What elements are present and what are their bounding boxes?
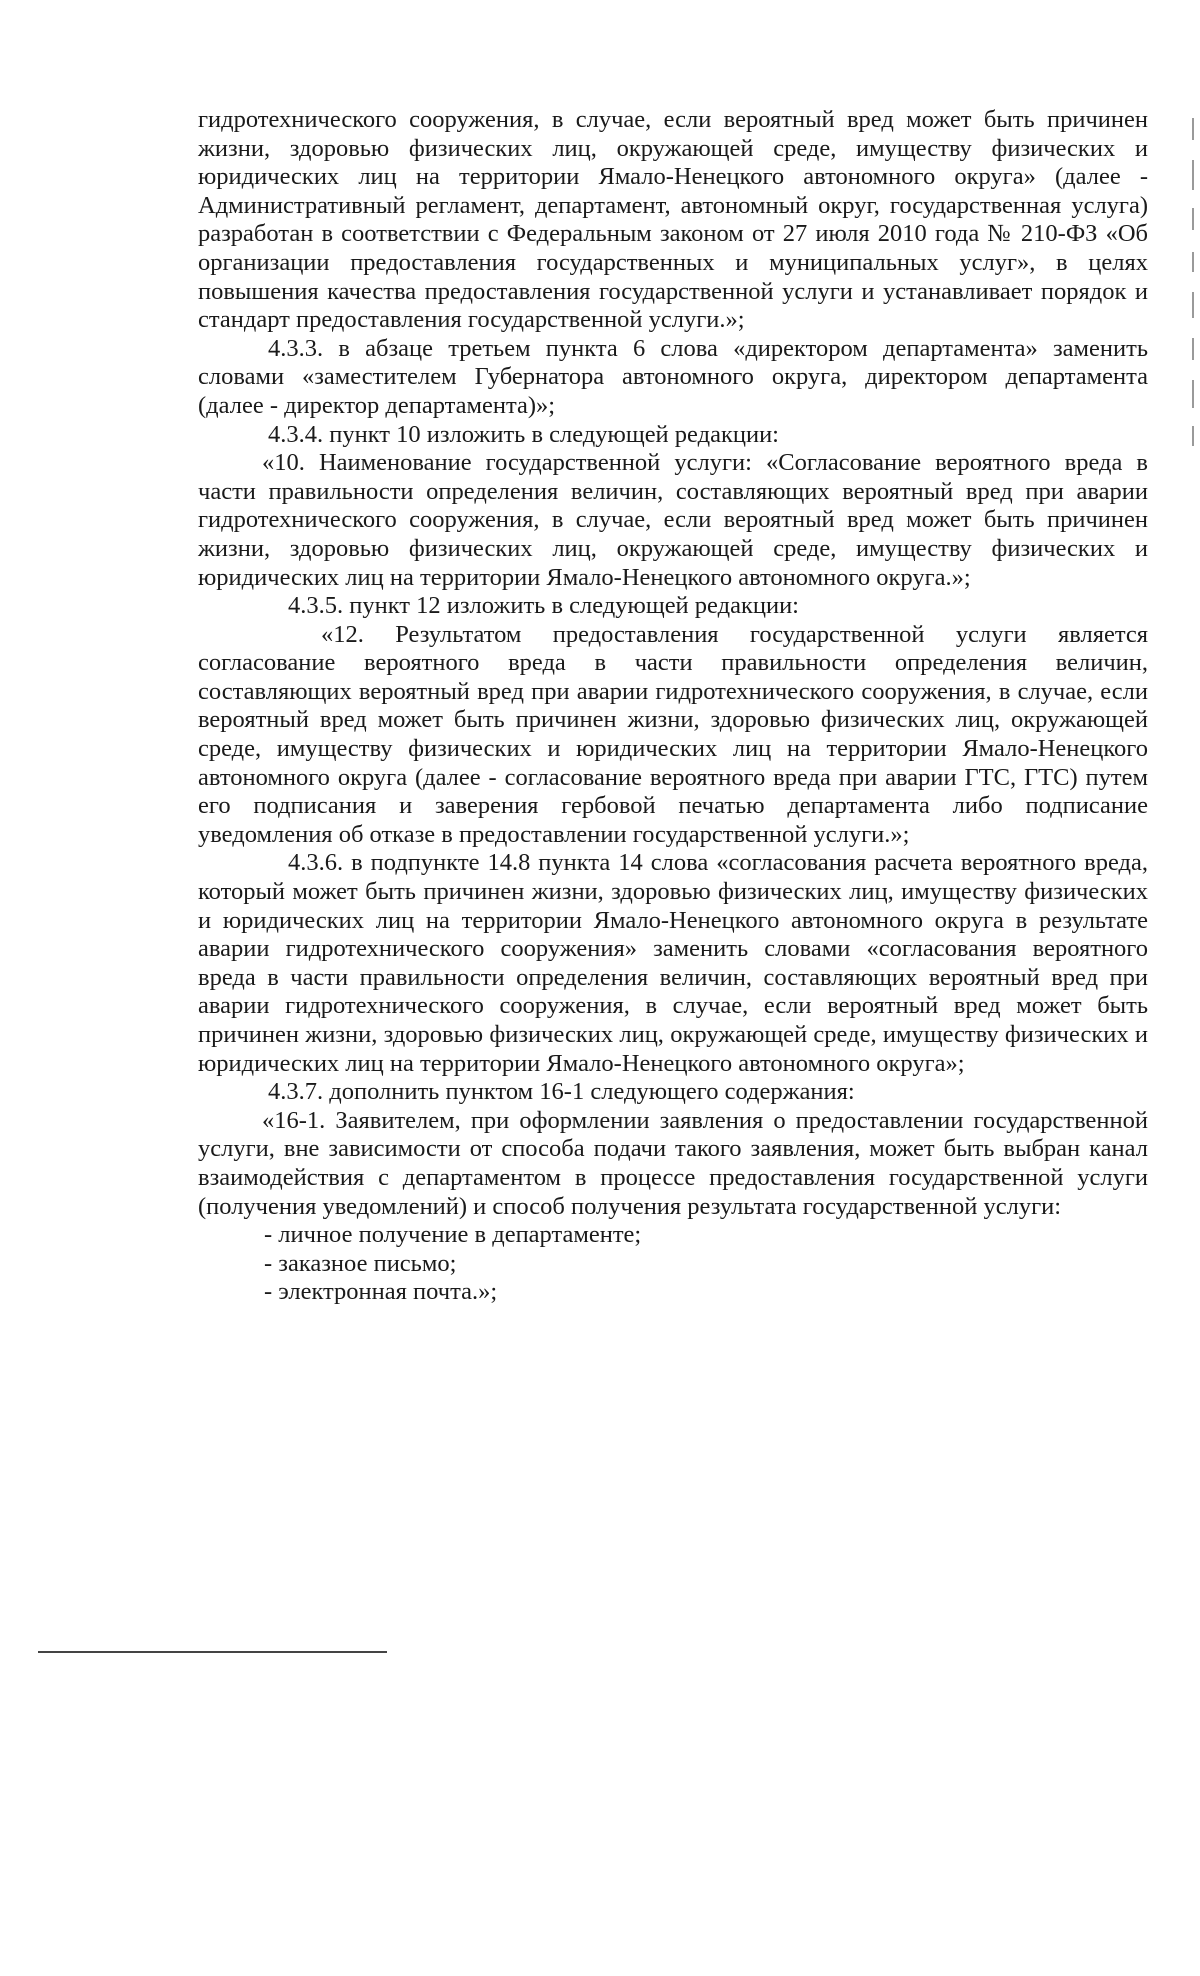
scan-edge-mark: [1192, 252, 1194, 272]
scan-edge-mark: [1192, 338, 1194, 360]
paragraph-item-10: «10. Наименование государственной услуги: «Согласование вероятного вреда в части правильности определения величин, составляющих вероятный вред при аварии гидротехнического сооружения, в случае, если вероятный вред может быть причинен жизни, здоровью физических лиц, окружающей среде, имуществу физических и юридических лиц на территории Ямало-Ненецкого автономного округа.»;: [198, 449, 1148, 591]
scan-edge-mark: [1192, 426, 1194, 446]
list-item: - личное получение в департаменте;: [264, 1221, 642, 1249]
document-body: [198, 106, 1148, 1307]
paragraph-item-12: «12. Результатом предоставления государственной услуги является согласование вероятного вреда в части правильности определения величин, составляющих вероятный вред при аварии гидротехнического сооружения, в случае, если вероятный вред может быть причинен жизни, здоровью физических лиц, окружающей среде, имуществу физических и юридических лиц на территории Ямало-Ненецкого автономного округа (далее - согласование вероятного вреда при аварии ГТС, ГТС) путем его подписания и заверения гербовой печатью департамента либо подписание уведомления об отказе в предоставлении государственной услуги.»;: [198, 620, 1148, 848]
paragraph-4-3-4: 4.3.4. пункт 10 изложить в следующей редакции:: [268, 420, 779, 448]
paragraph-4-3-7: 4.3.7. дополнить пунктом 16-1 следующего содержания:: [268, 1078, 855, 1106]
scan-edge-mark: [1192, 118, 1194, 140]
paragraph-4-3-3: 4.3.3. в абзаце третьем пункта 6 слова «директором департамента» заменить словами «заместителем Губернатора автономного округа, директором департамента (далее - директор департамента)»;: [198, 334, 1148, 419]
paragraph-item-16-1: «16-1. Заявителем, при оформлении заявления о предоставлении государственной услуги, вне зависимости от способа подачи такого заявления, может быть выбран канал взаимодействия с департаментом в процессе предоставления государственной услуги (получения уведомлений) и способ получения результата государственной услуги:: [198, 1106, 1148, 1220]
list-item: - электронная почта.»;: [264, 1278, 498, 1306]
scan-edge-mark: [1192, 380, 1194, 408]
scan-edge-mark: [1192, 160, 1194, 190]
paragraph-4-3-5: 4.3.5. пункт 12 изложить в следующей редакции:: [288, 592, 799, 620]
footnote-separator: [38, 1651, 387, 1653]
paragraph-4-3-6: 4.3.6. в подпункте 14.8 пункта 14 слова «согласования расчета вероятного вреда, который может быть причинен жизни, здоровью физических лиц, имуществу физических и юридических лиц на территории Ямало-Ненецкого автономного округа в результате аварии гидротехнического сооружения» заменить словами «согласования вероятного вреда в части правильности определения величин, составляющих вероятный вред при аварии гидротехнического сооружения, в случае, если вероятный вред может быть причинен жизни, здоровью физических лиц, окружающей среде, имуществу физических и юридических лиц на территории Ямало-Ненецкого автономного округа»;: [198, 849, 1148, 1077]
scan-edge-mark: [1192, 292, 1194, 318]
list-item: - заказное письмо;: [264, 1249, 457, 1277]
scan-edge-mark: [1192, 208, 1194, 230]
paragraph-regulation-continuation: гидротехнического сооружения, в случае, если вероятный вред может быть причинен жизни, здоровью физических лиц, окружающей среде, имуществу физических и юридических лиц на территории Ямало-Ненецкого автономного округа» (далее - Административный регламент, департамент, автономный округ, государственная услуга) разработан в соответствии с Федеральным законом от 27 июля 2010 года № 210-ФЗ «Об организации предоставления государственных и муниципальных услуг», в целях повышения качества предоставления государственной услуги и устанавливает порядок и стандарт предоставления государственной услуги.»;: [198, 106, 1148, 334]
